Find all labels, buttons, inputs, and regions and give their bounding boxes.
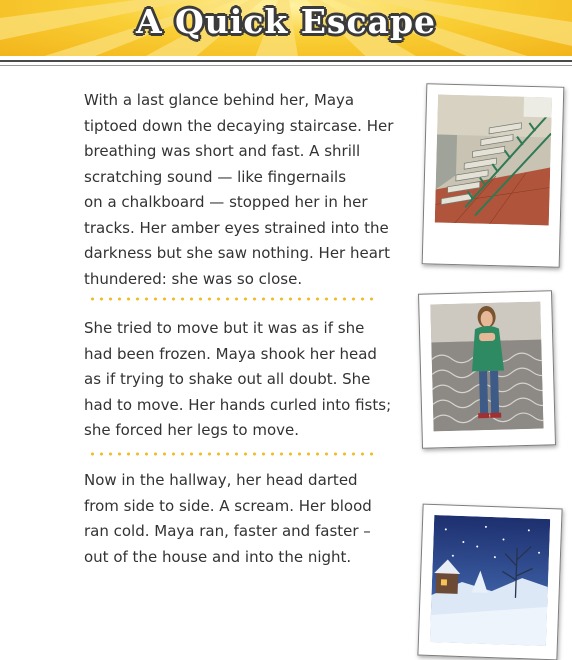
story-paragraph-1 bbox=[84, 88, 393, 292]
text-line: scratching sound — like fingernails bbox=[84, 167, 347, 186]
page-title: A Quick Escape bbox=[135, 2, 437, 41]
text-line: out of the house and into the night. bbox=[84, 547, 352, 566]
staircase-image bbox=[435, 95, 552, 226]
text-line: breathing was short and fast. A shrill bbox=[84, 142, 361, 160]
frightened-girl-photo bbox=[418, 290, 556, 448]
text-line: ran cold. Maya ran, faster and faster – bbox=[84, 522, 371, 540]
text-line: on a chalkboard — stopped her in her bbox=[84, 193, 368, 211]
girl-image bbox=[430, 302, 543, 432]
text-line: Now in the hallway, her head darted bbox=[84, 471, 358, 489]
text-line: With a last glance behind her, Maya bbox=[84, 91, 355, 109]
header-divider bbox=[0, 60, 572, 62]
text-line: darkness but she saw nothing. Her heart bbox=[84, 244, 390, 262]
text-line: from side to side. A scream. Her blood bbox=[84, 496, 372, 515]
header-divider-thin bbox=[0, 65, 572, 66]
text-line: as if trying to shake out all doubt. She bbox=[84, 370, 371, 388]
text-line: had to move. Her hands curled into fists; bbox=[84, 395, 392, 414]
text-line: had been frozen. Maya shook her head bbox=[84, 344, 377, 363]
text-line: thundered: she was so close. bbox=[84, 269, 303, 288]
snowy-night-photo bbox=[417, 504, 562, 660]
story-paragraph-3 bbox=[84, 468, 372, 570]
snowy-night-image bbox=[430, 515, 550, 646]
text-line: tracks. Her amber eyes strained into the bbox=[84, 218, 389, 237]
dotted-divider bbox=[88, 452, 374, 456]
text-line: tiptoed down the decaying staircase. Her bbox=[84, 116, 394, 135]
dotted-divider bbox=[88, 297, 374, 301]
staircase-photo bbox=[422, 83, 565, 268]
text-line: She tried to move but it was as if she bbox=[84, 319, 365, 337]
text-line: she forced her legs to move. bbox=[84, 421, 300, 439]
title-banner bbox=[0, 0, 572, 56]
story-paragraph-2 bbox=[84, 316, 391, 444]
